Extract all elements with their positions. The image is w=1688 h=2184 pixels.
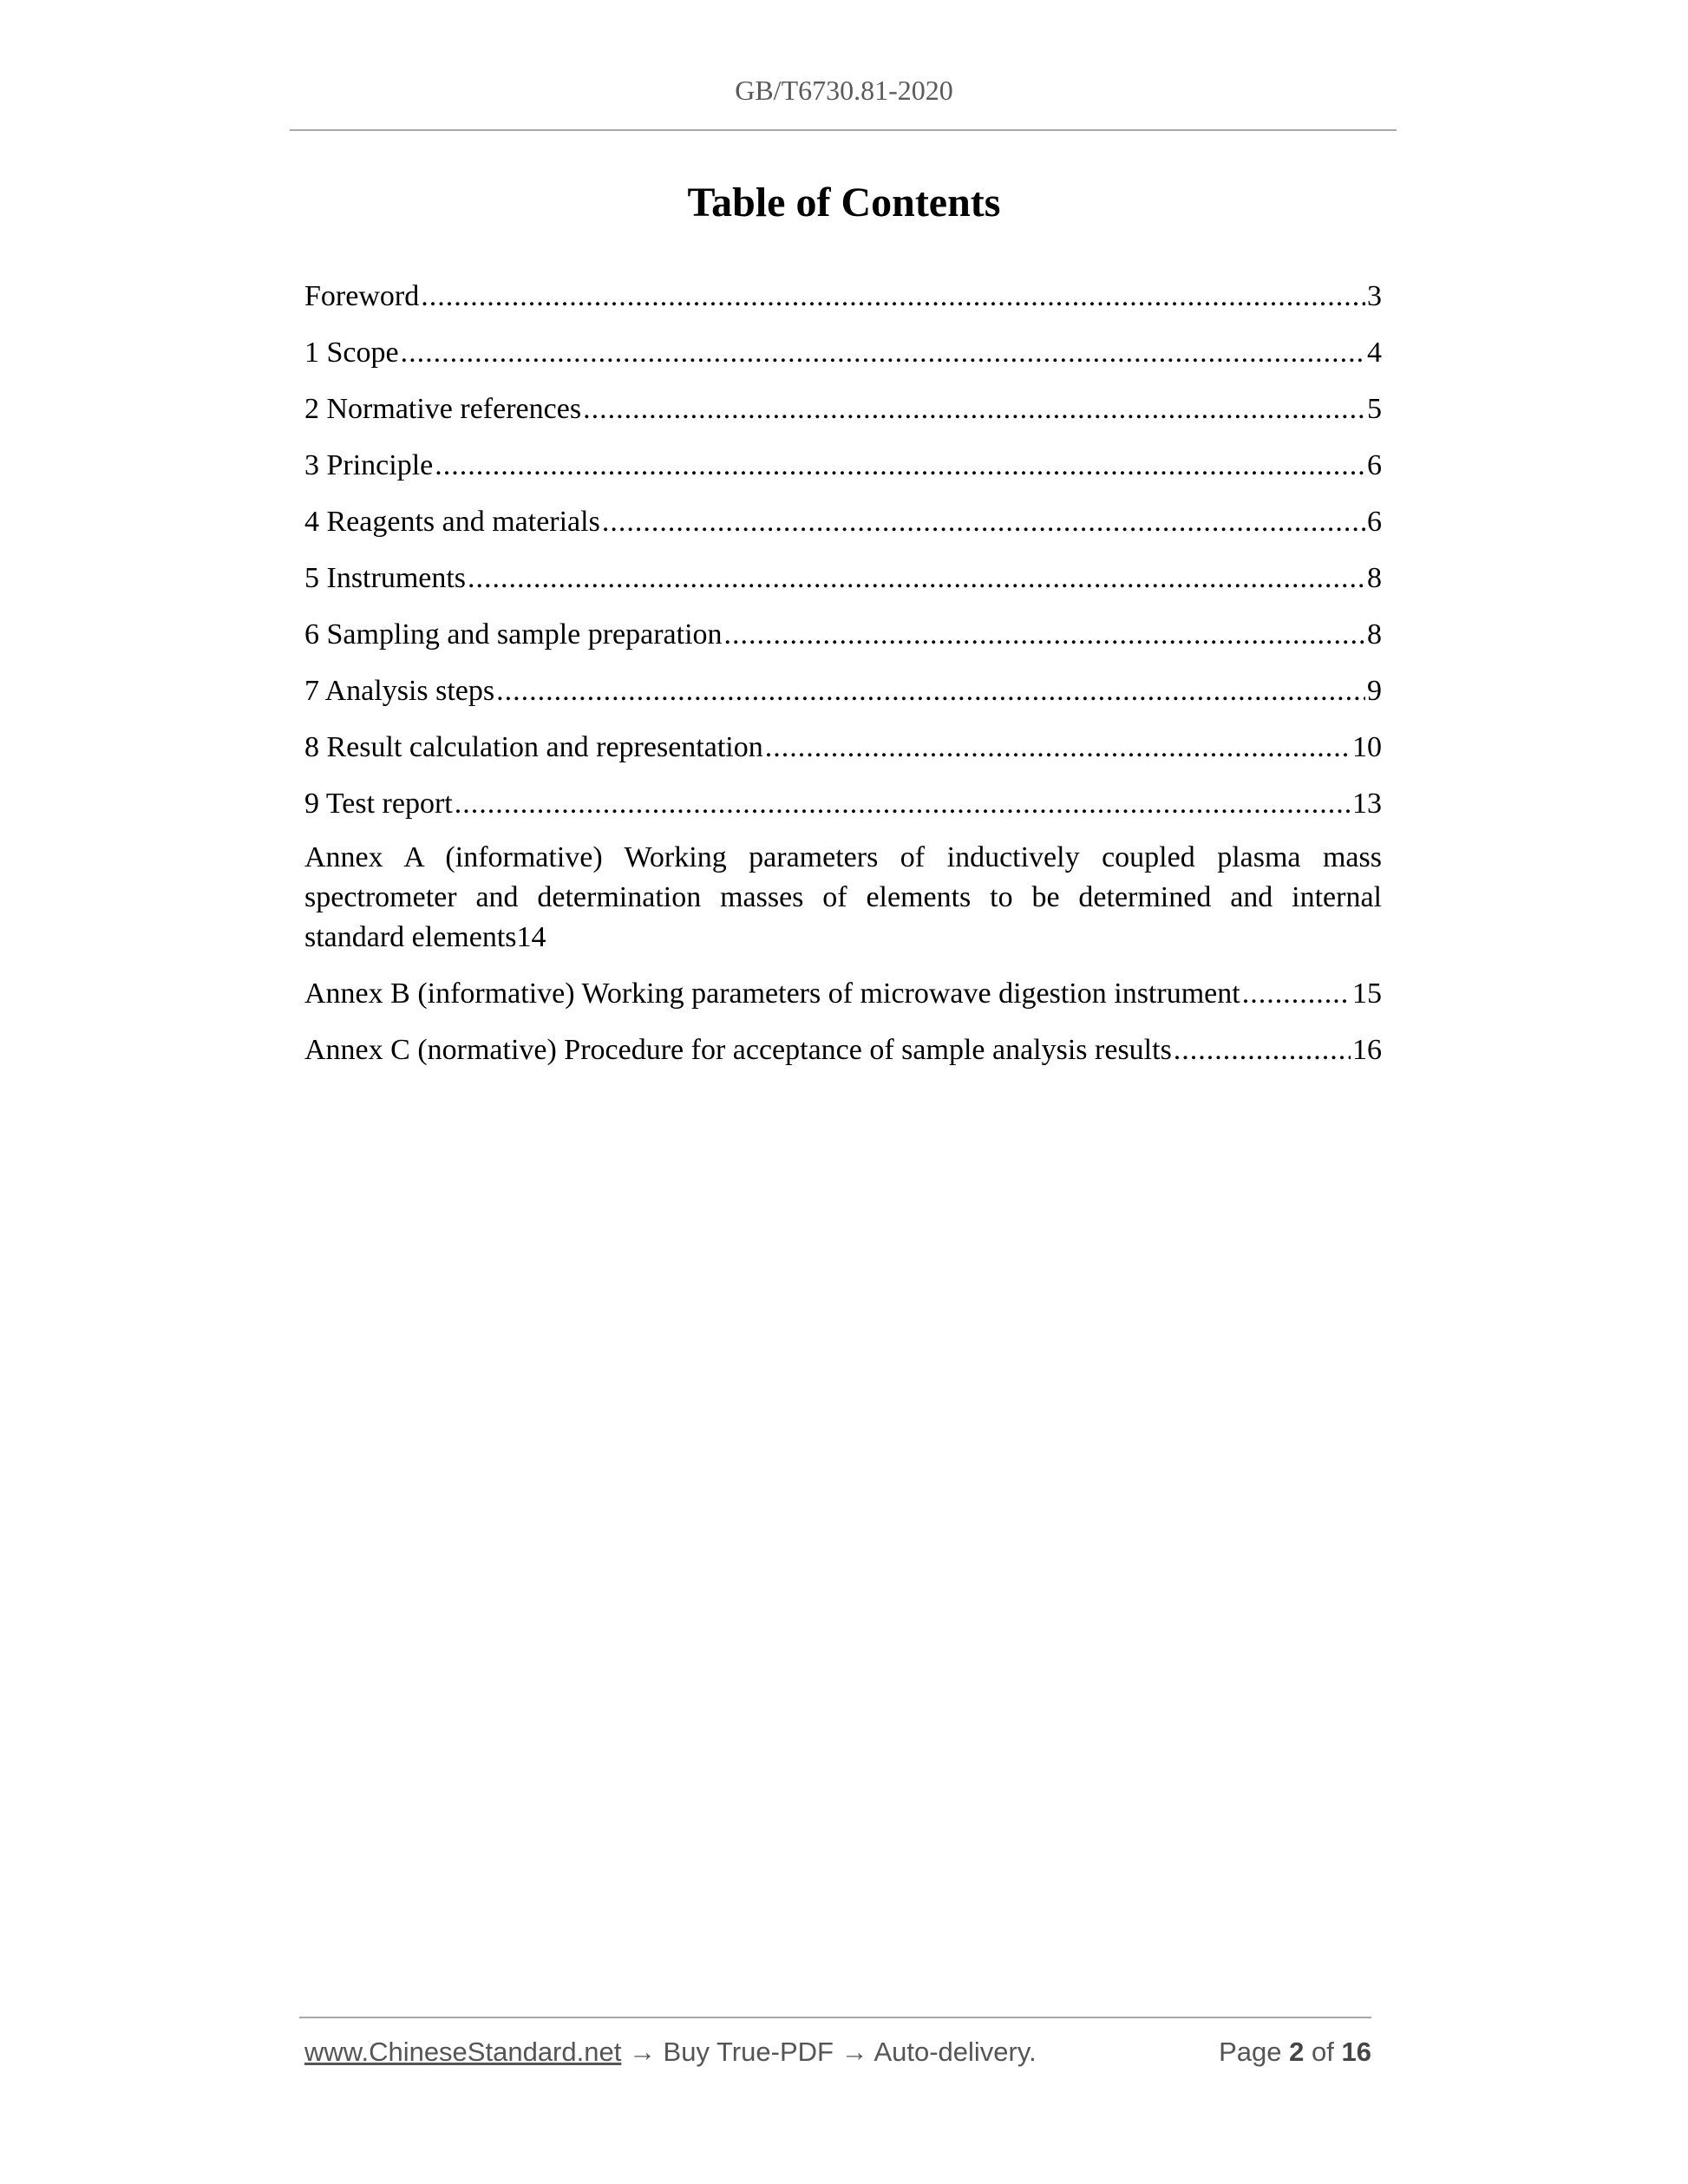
footer-promo-text: → Buy True-PDF → Auto-delivery. [621, 2037, 1037, 2067]
toc-label-last-line [304, 918, 1382, 958]
total-pages: 16 [1341, 2037, 1371, 2067]
toc-label-line: spectrometer and determination masses of elements to be determined and internal [304, 881, 1382, 913]
dot-leader [401, 333, 1365, 373]
toc-page-number: 16 [1352, 1034, 1382, 1066]
toc-page-number: 14 [516, 921, 546, 953]
toc-entry-test-report[interactable] [304, 768, 1382, 824]
toc-page-number: 8 [1367, 562, 1382, 594]
toc-entry-normative-references[interactable] [304, 373, 1382, 429]
toc-entry-annex-c[interactable] [304, 1014, 1382, 1070]
toc-entry-principle[interactable] [304, 429, 1382, 486]
toc-label: 9 Test report [304, 788, 453, 820]
toc-entry-reagents[interactable] [304, 486, 1382, 542]
toc-label: standard elements [304, 921, 517, 953]
table-of-contents [304, 260, 1382, 1070]
toc-entry-foreword[interactable] [304, 260, 1382, 317]
toc-label: 5 Instruments [304, 562, 467, 594]
dot-leader [583, 389, 1365, 429]
toc-page-number: 5 [1367, 393, 1382, 425]
page-counter [1219, 2037, 1371, 2068]
header-doc-code: GB/T6730.81-2020 [735, 75, 953, 106]
footer-rule [299, 2017, 1371, 2018]
toc-entry-sampling[interactable] [304, 598, 1382, 655]
toc-entry-annex-b[interactable] [304, 958, 1382, 1014]
toc-label-line: Annex A (informative) Working parameters of inductively coupled plasma mass [304, 841, 1382, 873]
dot-leader [765, 728, 1351, 768]
toc-entry-annex-a[interactable] [304, 838, 1382, 958]
footer [304, 2037, 1371, 2068]
toc-page-number: 6 [1367, 506, 1382, 538]
dot-leader [435, 446, 1365, 486]
dot-leader [602, 502, 1365, 542]
toc-label: Annex B (informative) Working parameters of microwave digestion instrument [304, 978, 1240, 1010]
toc-label: 8 Result calculation and representation [304, 731, 763, 763]
toc-page-number: 3 [1367, 280, 1382, 312]
toc-page-number: 10 [1352, 731, 1382, 763]
toc-label: 2 Normative references [304, 393, 582, 425]
current-page: 2 [1289, 2037, 1305, 2067]
page-title: Table of Contents [687, 180, 1001, 226]
toc-label: 4 Reagents and materials [304, 506, 600, 538]
footer-promo [304, 2037, 1037, 2068]
toc-page-number: 15 [1352, 978, 1382, 1010]
dot-leader [421, 277, 1365, 317]
page-word: Page [1219, 2037, 1282, 2067]
dot-leader [496, 671, 1365, 711]
toc-label: Foreword [304, 280, 420, 312]
toc-label: Annex C (normative) Procedure for acceptance of sample analysis results [304, 1034, 1172, 1066]
toc-page-number: 6 [1367, 449, 1382, 481]
header-rule [290, 129, 1397, 131]
toc-label: 7 Analysis steps [304, 675, 495, 707]
toc-page-number: 13 [1352, 788, 1382, 820]
toc-entry-instruments[interactable] [304, 542, 1382, 598]
dot-leader [724, 615, 1365, 655]
toc-entry-analysis-steps[interactable] [304, 655, 1382, 711]
dot-leader [1242, 974, 1351, 1014]
dot-leader [1174, 1030, 1351, 1070]
toc-entry-result-calculation[interactable] [304, 711, 1382, 768]
toc-label: 1 Scope [304, 337, 399, 369]
toc-page-number: 8 [1367, 618, 1382, 651]
website-link[interactable]: www.ChineseStandard.net [304, 2037, 622, 2067]
toc-entry-scope[interactable] [304, 317, 1382, 373]
dot-leader [455, 784, 1351, 824]
toc-label: 3 Principle [304, 449, 434, 481]
dot-leader [468, 559, 1365, 598]
of-word: of [1312, 2037, 1334, 2067]
toc-label: 6 Sampling and sample preparation [304, 618, 723, 651]
toc-page-number: 4 [1367, 337, 1382, 369]
toc-page-number: 9 [1367, 675, 1382, 707]
